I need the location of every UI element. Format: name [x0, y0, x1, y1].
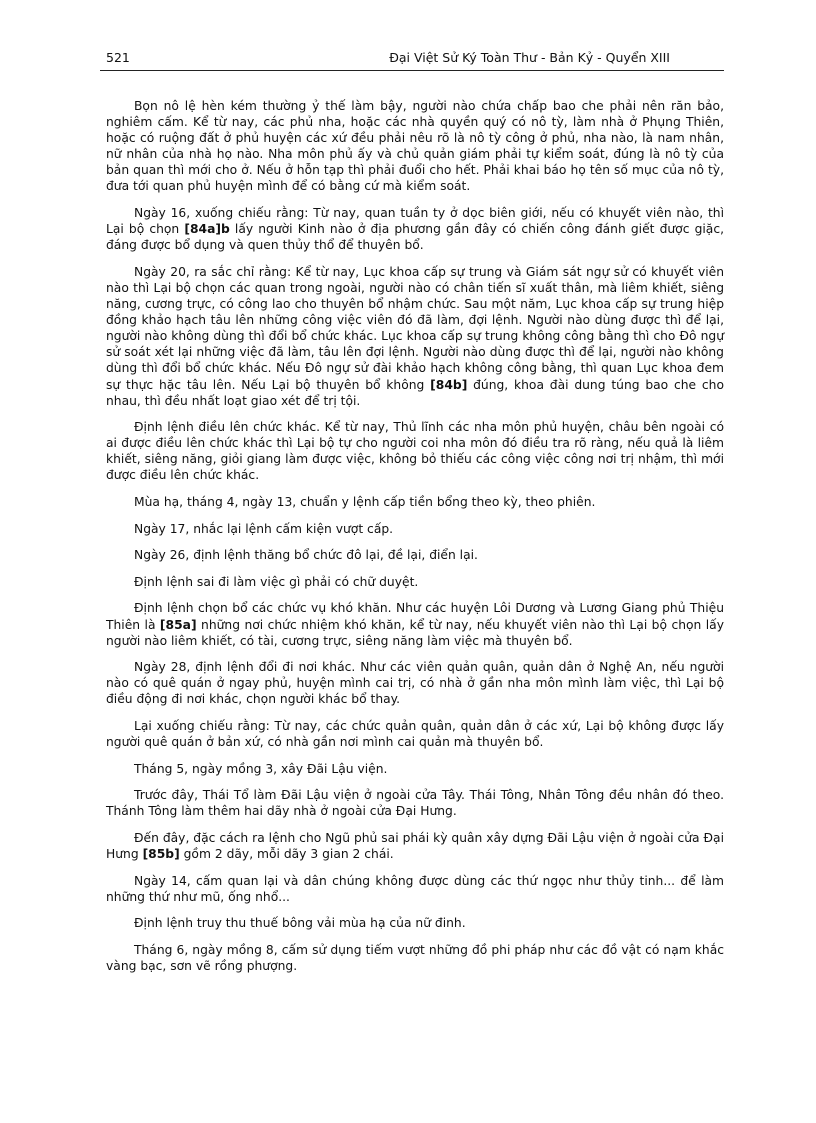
page-header	[100, 48, 724, 72]
paragraph-5: Mùa hạ, tháng 4, ngày 13, chuẩn y lệnh cấp tiền bổng theo kỳ, theo phiên.	[134, 495, 596, 510]
folio-ref: [84a]b	[184, 222, 230, 237]
paragraph-12: Tháng 5, ngày mồng 3, xây Đãi Lậu viện.	[134, 761, 388, 776]
paragraph-4: Định lệnh điều lên chức khác. Kể từ nay, Thủ lĩnh các nha môn phủ huyện, châu bên ngoài có ai được điều lên chức khác thì Lại bộ tự cho người coi nha môn đó điều tra rõ ràng, nếu quả là liêm khiết, siêng năng, giỏi giang làm được việc, không bỏ thiếu các công việc công nơi trị nhậm, thì mới được điều lên chức khác.	[106, 420, 724, 483]
paragraph-6: Ngày 17, nhắc lại lệnh cấm kiện vượt cấp.	[134, 521, 394, 536]
folio-ref: [85a]	[159, 617, 197, 632]
paragraph-9: Định lệnh chọn bổ các chức vụ khó khăn. Như các huyện Lôi Dương và Lương Giang phủ Thiệu Thiên là [85a] những nơi chức nhiệm khó khăn, kể từ nay, nếu khuyết viên nào thì Lại bộ chọn lấy người nào liêm khiết, có tài, cương trực, siêng năng làm việc mà thuyên bổ.	[106, 601, 724, 648]
page-number: 521	[106, 50, 130, 65]
paragraph-10: Ngày 28, định lệnh đổi đi nơi khác. Như các viên quản quân, quản dân ở Nghệ An, nếu người nào có quê quán ở ngay phủ, huyện mình cai trị, có nhà ở gần nha môn mình làm việc, thì Lại bộ điều động đi nơi khác, chọn người khác bổ thay.	[106, 660, 724, 707]
folio-ref: [84b]	[430, 377, 468, 392]
paragraph-15: Ngày 14, cấm quan lại và dân chúng không được dùng các thứ ngọc như thủy tinh... để làm những thứ như mũ, ống nhổ...	[106, 873, 724, 904]
paragraph-2: Ngày 16, xuống chiếu rằng: Từ nay, quan tuần ty ở dọc biên giới, nếu có khuyết viên nào, thì Lại bộ chọn [84a]b lấy người Kinh nào ở địa phương gần đây có chiến công đánh giết được giặc, đáng được bổ dụng và quen thủy thổ để thuyên bổ.	[106, 206, 725, 253]
paragraph-7: Ngày 26, định lệnh thăng bổ chức đô lại, đề lại, điển lại.	[134, 548, 478, 563]
paragraph-8: Định lệnh sai đi làm việc gì phải có chữ duyệt.	[134, 574, 419, 589]
paragraph-1: Bọn nô lệ hèn kém thường ỷ thế làm bậy, người nào chứa chấp bao che phải nên răn bảo, nghiêm cấm. Kể từ nay, các phủ nha, hoặc các nhà quyền quý có nô tỳ, làm nhà ở Phụng Thiên, hoặc có ruộng đất ở phủ huyện các xứ đều phải nêu rõ là nô tỳ công ở phủ, nha nào, là nam nhân, nữ nhân của nhà họ nào. Nha môn phủ ấy và chủ quản giám phải tự kiểm soát, đúng là nô tỳ của bản quan thì mới cho ở. Nếu ở hỗn tạp thì phải đuổi cho hết. Phải khai báo họ tên số mục của nô tỳ, đưa tới quan phủ huyện mình để có bằng cứ mà kiểm soát.	[106, 99, 724, 194]
document-body	[106, 98, 724, 985]
paragraph-11: Lại xuống chiếu rằng: Từ nay, các chức quản quân, quản dân ở các xứ, Lại bộ không được lấy người quê quán ở bản xứ, có nhà gần nơi mình cai quản mà thuyên bổ.	[106, 719, 724, 750]
header-rule	[100, 70, 724, 71]
paragraph-13: Trước đây, Thái Tổ làm Đãi Lậu viện ở ngoài cửa Tây. Thái Tông, Nhân Tông đều nhân đó theo. Thánh Tông làm thêm hai dãy nhà ở ngoài cửa Đại Hưng.	[106, 788, 724, 819]
paragraph-16: Định lệnh truy thu thuế bông vải mùa hạ của nữ đinh.	[134, 916, 466, 931]
paragraph-3: Ngày 20, ra sắc chỉ rằng: Kể từ nay, Lục khoa cấp sự trung và Giám sát ngự sử có khuyết viên nào thì Lại bộ chọn các quan trong ngoài, người nào có chân tiến sĩ xuất thân, mà liêm khiết, siêng năng, cương trực, có công lao cho thuyên bổ nhậm chức. Sau một năm, Lục khoa cấp sự trung hiệp đồng khảo hạch tâu lên những công việc viên đó đã làm, đợi lệnh. Người nào dùng được thì để lại, người nào không dùng thì đổi bổ chức khác. Lục khoa cấp sự trung không công bằng thì cho Đô ngự sử soát xét lại những việc đã làm, tâu lên đợi lệnh. Người nào dùng được thì để lại, người nào không dùng thì đổi bổ chức khác. Nếu Đô ngự sử đài khảo hạch không công bằng, thì quan Lục khoa đem sự thực hặc tâu lên. Nếu Lại bộ thuyên bổ không [84b] đúng, khoa đài dung túng bao che cho nhau, thì đều nhất loạt giao xét để trị tội.	[106, 264, 724, 408]
running-title: Đại Việt Sử Ký Toàn Thư - Bản Kỷ - Quyển XIII	[389, 50, 670, 65]
paragraph-17: Tháng 6, ngày mồng 8, cấm sử dụng tiếm vượt những đồ phi pháp như các đồ vật có nạm khắc vàng bạc, sơn vẽ rồng phượng.	[106, 942, 724, 974]
folio-ref: [85b]	[142, 847, 180, 862]
paragraph-14: Đến đây, đặc cách ra lệnh cho Ngũ phủ sai phái kỳ quân xây dựng Đãi Lậu viện ở ngoài cửa Đại Hưng [85b] gồm 2 dãy, mỗi dãy 3 gian 2 chái.	[106, 830, 724, 862]
